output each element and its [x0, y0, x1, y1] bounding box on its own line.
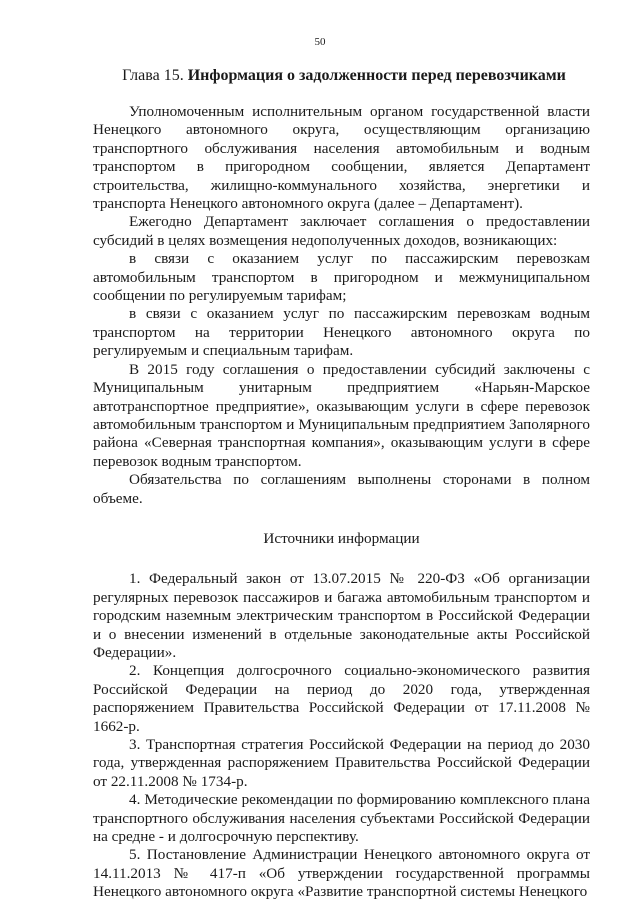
source-item: 3. Транспортная стратегия Российской Федерации на период до 2030 года, утвержденная распоряжением Правительства Российской Федерации от 22.11.2008 № 1734-р.	[93, 736, 590, 790]
chapter-label: Глава 15.	[122, 67, 184, 84]
chapter-title	[96, 66, 592, 85]
sources-heading: Источники информации	[263, 529, 420, 547]
source-item: 1. Федеральный закон от 13.07.2015 № 220-ФЗ «Об организации регулярных перевозок пассажиров и багажа автомобильным транспортом и городским наземным электрическим транспортом в Российской Федерации и о внесении изменений в отдельные законодательные акты Российской Федерации».	[93, 570, 590, 661]
page-number: 50	[314, 36, 326, 48]
paragraph: в связи с оказанием услуг по пассажирским перевозкам автомобильным транспортом в пригородном и межмуниципальном сообщении по регулируемым тарифам;	[93, 250, 590, 305]
paragraph: в связи с оказанием услуг по пассажирским перевозкам водным транспортом на территории Ненецкого автономного округа по регулируемым и специальным тарифам.	[93, 305, 590, 360]
source-item: 5. Постановление Администрации Ненецкого автономного округа от 14.11.2013 № 417-п «Об утверждении государственной программы Ненецкого автономного округа «Развитие транспортной системы Ненецкого	[93, 846, 590, 901]
source-item: 2. Концепция долгосрочного социально-экономического развития Российской Федерации на период до 2020 года, утвержденная распоряжением Правительства Российской Федерации от 17.11.2008 № 1662-р.	[93, 662, 590, 735]
paragraph: В 2015 году соглашения о предоставлении субсидий заключены с Муниципальным унитарным предприятием «Нарьян-Марское автотранспортное предприятие», оказывающим услуги в сфере перевозок автомобильным транспортом и Муниципальным предприятием Заполярного района «Северная транспортная компания», оказывающим услуги в сфере перевозок водным транспортом.	[93, 360, 590, 470]
source-item: 4. Методические рекомендации по формированию комплексного плана транспортного обслуживания населения субъектами Российской Федерации на средне - и долгосрочную перспективу.	[93, 791, 590, 846]
paragraph: Обязательства по соглашениям выполнены сторонами в полном объеме.	[93, 471, 590, 507]
paragraph: Ежегодно Департамент заключает соглашения о предоставлении субсидий в целях возмещения недополученных доходов, возникающих:	[93, 213, 590, 249]
document-body	[93, 103, 590, 902]
paragraph: Уполномоченным исполнительным органом государственной власти Ненецкого автономного округа, осуществляющим организацию транспортного обслуживания населения автомобильным и водным транспортом в пригородном сообщении, является Департамент строительства, жилищно-коммунального хозяйства, энергетики и транспорта Ненецкого автономного округа (далее – Департамент).	[93, 103, 590, 213]
chapter-heading: Информация о задолженности перед перевозчиками	[187, 67, 566, 84]
